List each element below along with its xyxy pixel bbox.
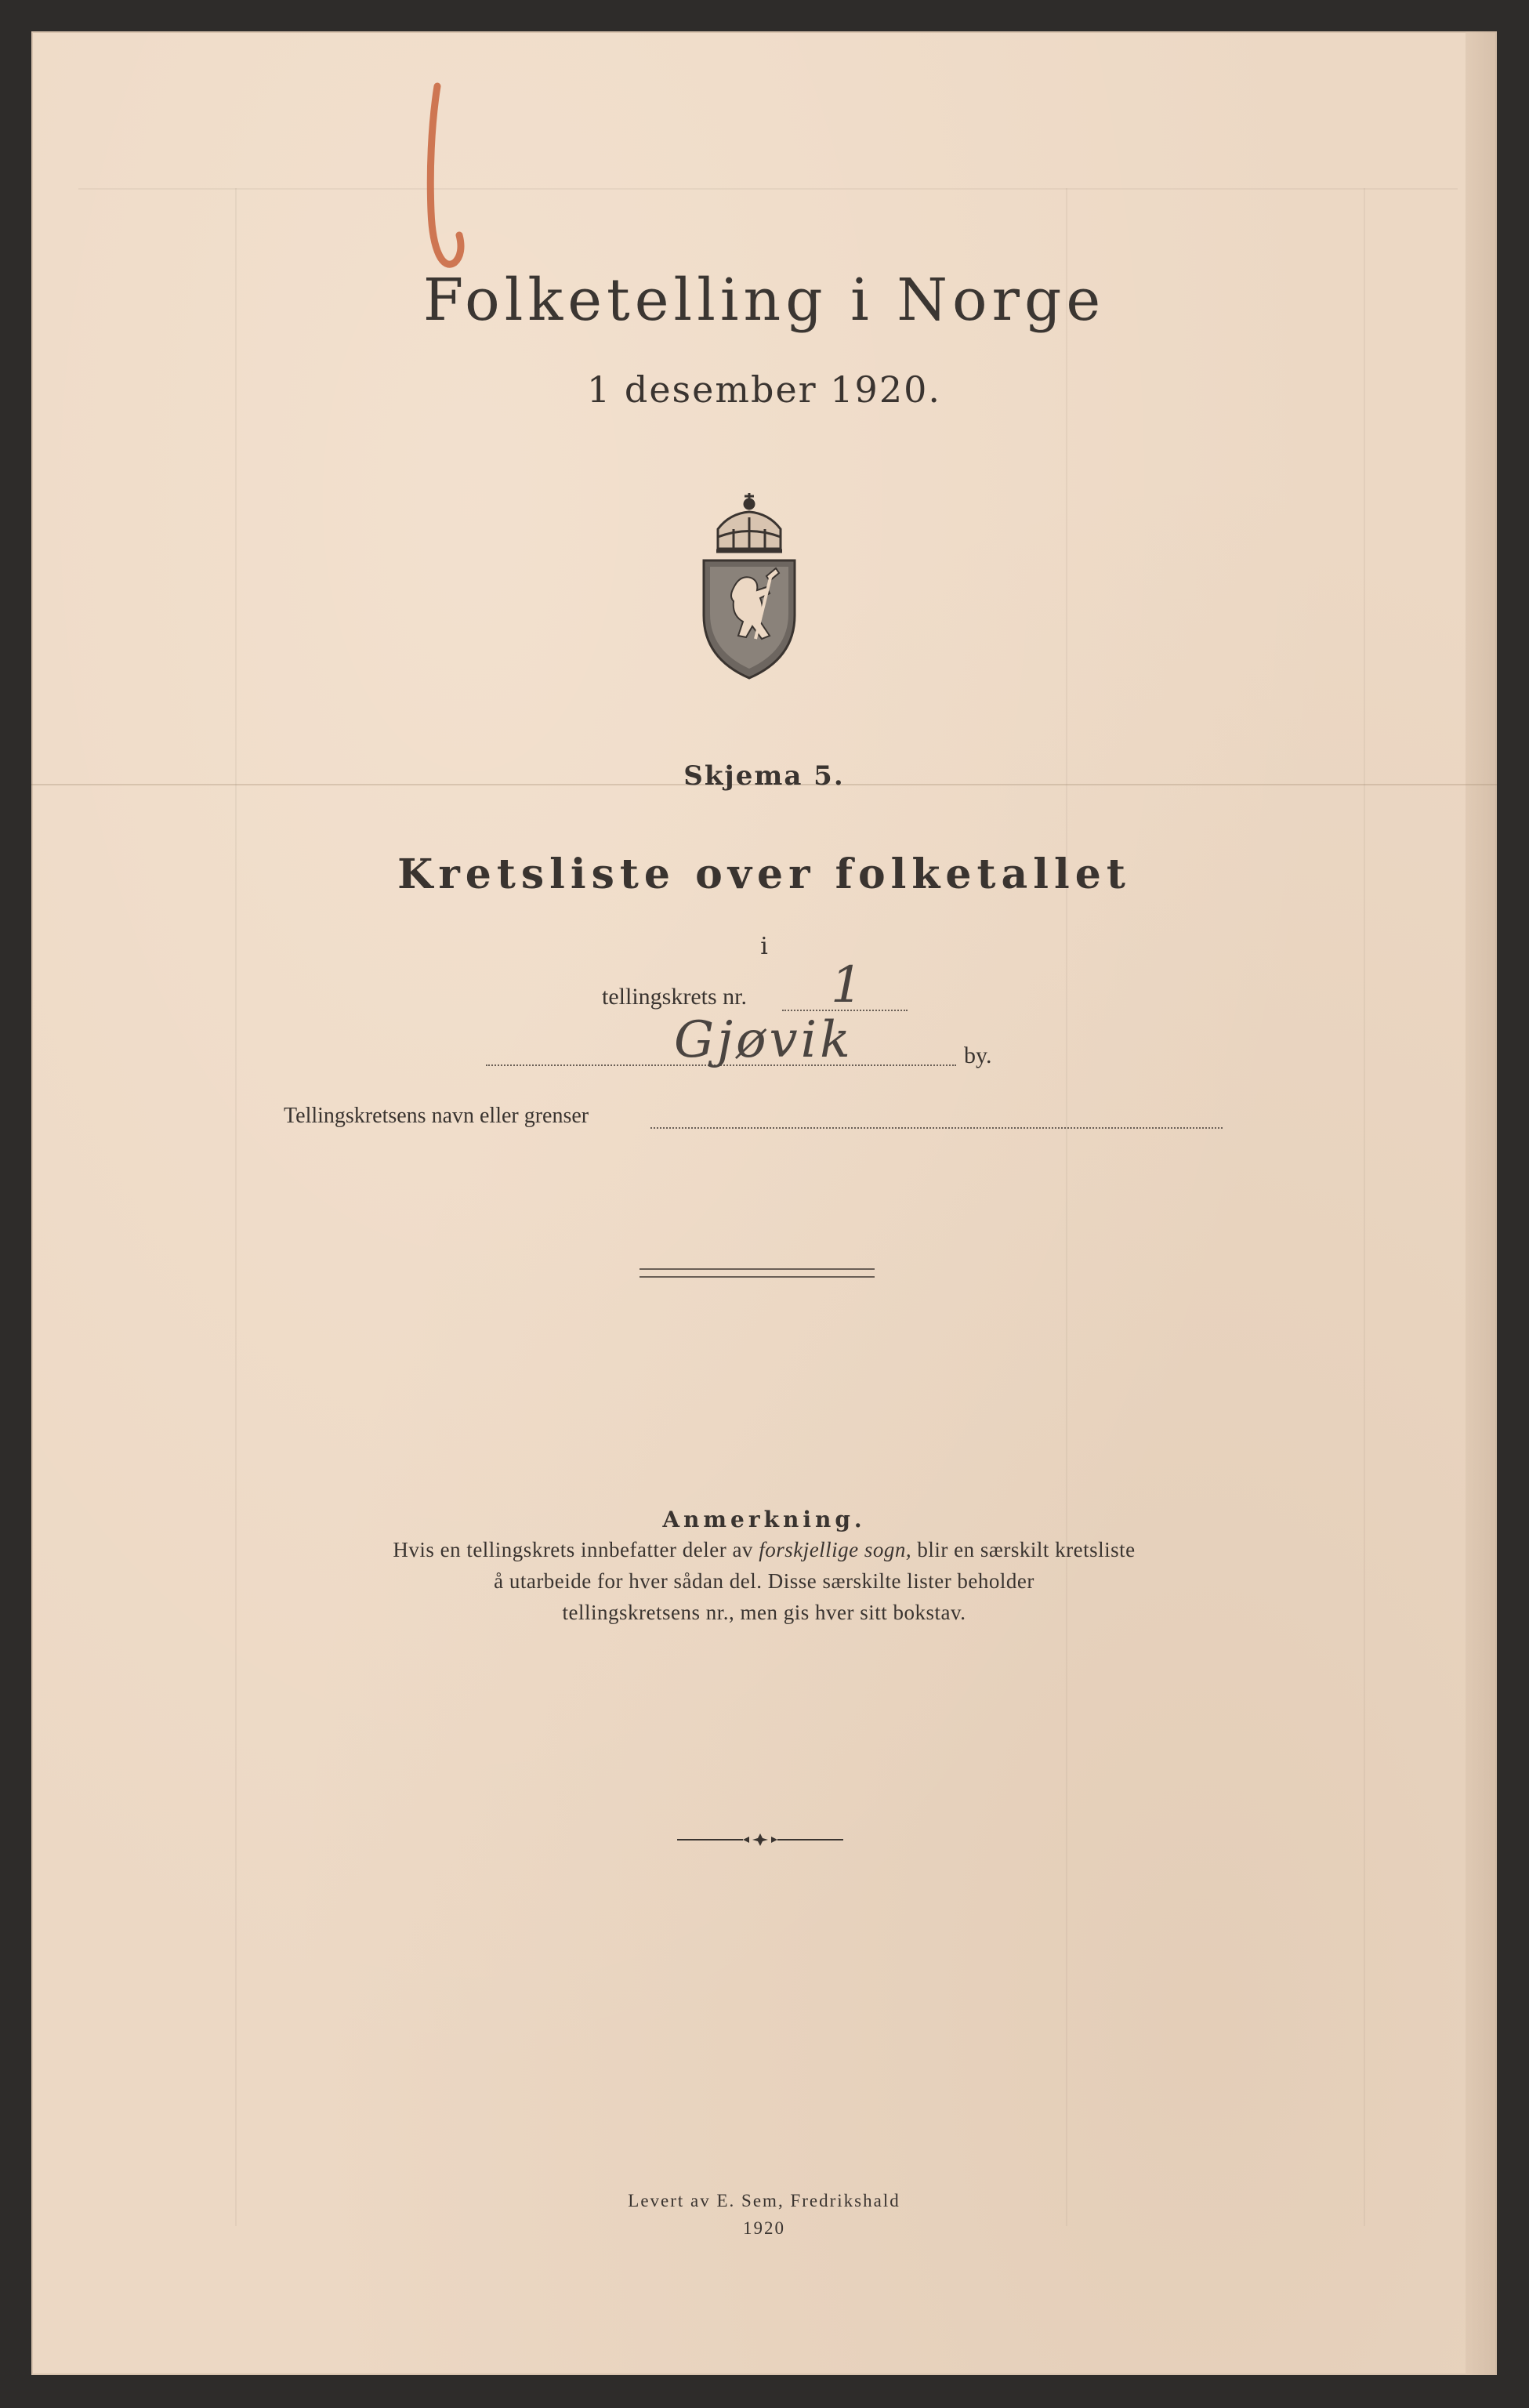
printer-credit: Levert av E. Sem, Fredrikshald (628, 2191, 900, 2210)
preposition-text: i (760, 933, 768, 960)
double-rule-divider (639, 1268, 875, 1278)
remark-line-2: å utarbeide for hver sådan del. Disse særskilte lister beholder (494, 1569, 1034, 1593)
bleed-through-line (1066, 188, 1067, 2226)
remark-line-1-end: blir en særskilt kretsliste (911, 1538, 1136, 1561)
norwegian-lion-crest-icon (694, 482, 804, 686)
census-date: 1 desember 1920. (587, 368, 941, 411)
form-title: Folketelling i Norge (422, 267, 1106, 334)
form-number: Skjema 5. (683, 760, 845, 792)
print-year: 1920 (743, 2218, 785, 2238)
remark-title: Anmerkning. (662, 1507, 866, 1532)
printer-ornament-icon (674, 1830, 846, 1849)
district-number-value: 1 (831, 956, 863, 1014)
district-label: tellingskrets nr. (602, 984, 747, 1010)
boundary-line (650, 1127, 1223, 1129)
boundary-label: Tellingskretsens navn eller grenser (284, 1104, 589, 1128)
list-heading: Kretsliste over folketallet (397, 850, 1131, 898)
city-suffix: by. (964, 1043, 992, 1068)
red-pencil-bracket-icon (400, 78, 470, 282)
bleed-through-line (78, 188, 1458, 190)
remark-line-1-start: Hvis en tellingskrets innbefatter deler av (393, 1538, 759, 1561)
census-form-page (31, 31, 1497, 2375)
remark-line-3: tellingskretsens nr., men gis hver sitt bokstav. (562, 1601, 966, 1624)
bleed-through-line (1364, 188, 1365, 2226)
bleed-through-line (235, 188, 237, 2226)
remark-emphasis: forskjellige sogn, (759, 1538, 912, 1561)
remark-line-1 (31, 1538, 1497, 1562)
city-name-value: Gjøvik (674, 1011, 853, 1069)
